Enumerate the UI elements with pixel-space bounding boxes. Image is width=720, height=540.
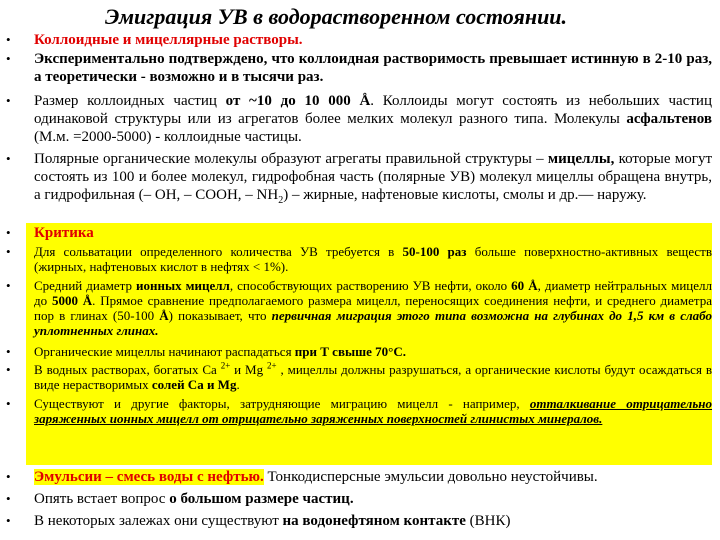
item-text: Коллоидные и мицеллярные растворы. (34, 32, 303, 48)
bullet-icon: • (6, 51, 11, 66)
item-text: Экспериментально подтверждено, что коллоидная растворимость превышает истинную в 2-10 раз, а теоретически - возможно и в тысячи раз. (34, 51, 712, 85)
bullet-icon: • (6, 244, 11, 259)
bullet-icon: • (6, 278, 11, 293)
bullet-icon: • (6, 469, 11, 484)
item-text: Полярные органические молекулы образуют агрегаты правильной структуры – мицеллы, которые могут состоять из 100 и более молекул, гидрофобная часть (полярные УВ) молекул мицеллы обращена внутрь, а гидрофильная (– ОН, – СООН, – $NH_2$) – жирные, нафтеновые кислоты, смолы и др.— наружу. (34, 151, 713, 206)
bullet-icon: • (6, 32, 11, 47)
bullet-icon: • (6, 225, 11, 240)
list-item (6, 512, 712, 530)
item-text: В водных растворах, богатых Са $^{2+}$ и Mg $^{2+}$ , мицеллы должны разрушаться, а органические кислоты будут осаждаться в виде нерастворимых солей Са и Mg. (34, 360, 712, 392)
slide-title: Эмиграция УВ в водорастворенном состоянии. (104, 4, 568, 29)
item-text: Средний диаметр ионных мицелл, способствующих растворению УВ нефти, около 60 Å, диаметр нейтральных мицелл до 5000 Å. Прямое сравнение предполагаемого размера мицелл, переносящих соединения нефти, и среднего диаметра пор в глинах (50-100 Å) показывает, что первичная миграция этого типа возможна на глубинах до 1,5 км в слабо уплотненных глинах. (34, 278, 712, 338)
list-item (6, 490, 712, 508)
list-item (6, 468, 712, 486)
bullet-icon: • (6, 513, 11, 528)
list-item (6, 92, 712, 146)
bullet-icon: • (6, 93, 11, 108)
critique-heading: Критика (34, 225, 94, 241)
item-text: Размер коллоидных частиц от ~10 до 10 000 Å. Коллоиды могут состоять из небольших частиц одинаковой структуры или из агрегатов более мелких молекул разного типа. Молекулы асфальтенов (М.м. =2000-5000) - коллоидные частицы. (34, 93, 712, 145)
item-text: Для сольватации определенного количества УВ требуется в 50-100 раз больше поверхностно-активных веществ (жирных, нафтеновых кислот в нефтях < 1%). (34, 244, 713, 274)
list-item (6, 224, 712, 242)
item-text: В некоторых залежах они существуют на водонефтяном контакте (ВНК) (34, 513, 511, 529)
bullet-icon: • (6, 151, 11, 166)
bullet-icon: • (6, 396, 11, 411)
list-item (6, 278, 712, 338)
list-item (6, 31, 712, 49)
item-text: Опять встает вопрос о большом размере частиц. (34, 491, 354, 507)
list-item (6, 344, 712, 359)
list-item (6, 50, 712, 86)
bullet-icon: • (6, 362, 11, 377)
item-text: Эмульсии – смесь воды с нефтью. Тонкодисперсные эмульсии довольно неустойчивы. (34, 469, 598, 485)
list-item (6, 150, 712, 204)
bullet-icon: • (6, 344, 11, 359)
bullet-icon: • (6, 491, 11, 506)
item-text: Органические мицеллы начинают распадаться при Т свыше 70°С. (34, 344, 406, 359)
list-item (6, 244, 712, 274)
list-item (6, 396, 712, 426)
list-item (6, 362, 712, 392)
item-text: Существуют и другие факторы, затрудняющие миграцию мицелл - например, отталкивание отрицательно заряженных ионных мицелл от отрицательно заряженных поверхностей глинистых минералов. (34, 396, 712, 426)
